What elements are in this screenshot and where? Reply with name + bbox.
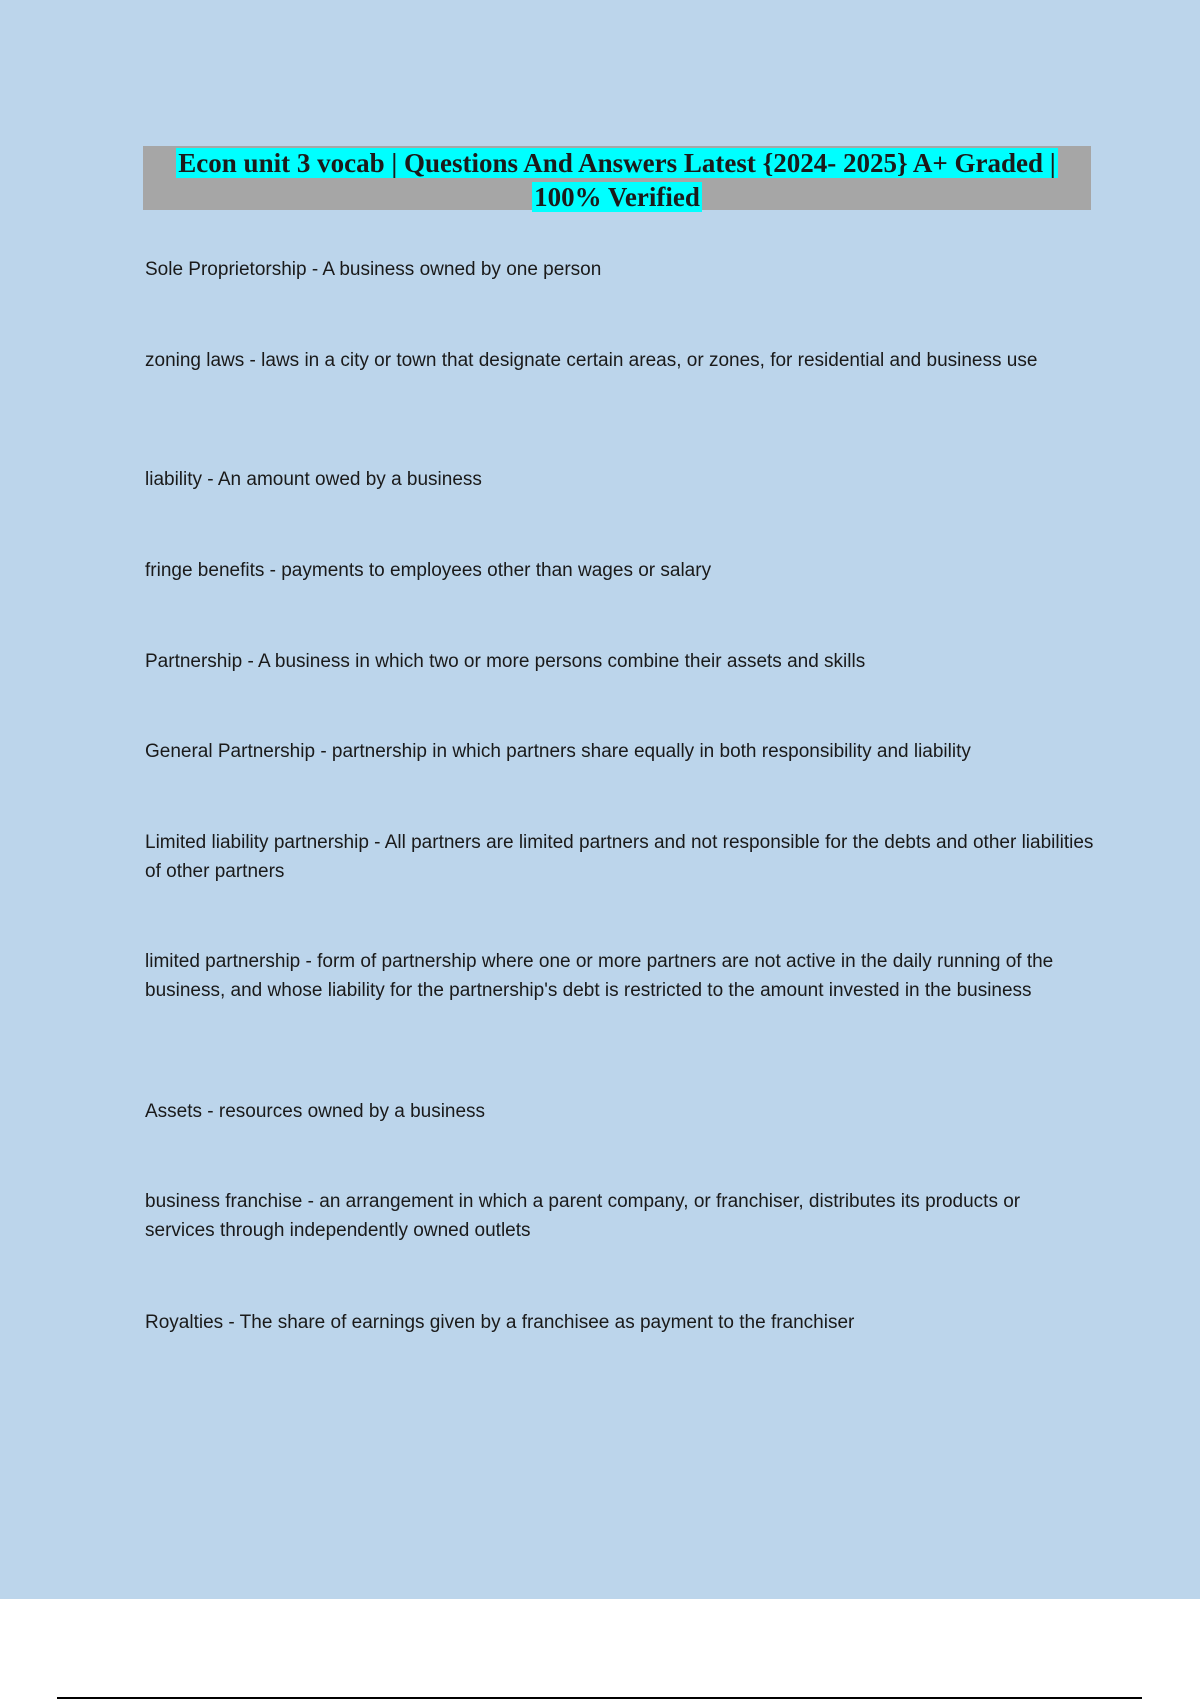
vocab-entry: Assets - resources owned by a business xyxy=(145,1101,486,1122)
vocab-entry: Partnership - A business in which two or more persons combine their assets and skills xyxy=(145,651,866,672)
vocab-entry: Royalties - The share of earnings given by a franchisee as payment to the franchiser xyxy=(145,1312,855,1333)
vocab-entry: General Partnership - partnership in which partners share equally in both responsibility and liability xyxy=(145,741,971,762)
document-title xyxy=(143,146,1091,210)
vocab-entry: business franchise - an arrangement in which a parent company, or franchiser, distributes its products or services through independently owned outlets xyxy=(145,1191,1021,1241)
footer-rule xyxy=(57,1697,1142,1699)
title-line-2: 100% Verified xyxy=(534,182,700,212)
title-line-1: Econ unit 3 vocab | Questions And Answers Latest {2024- 2025} A+ Graded | xyxy=(178,148,1056,178)
vocab-entry: Limited liability partnership - All partners are limited partners and not responsible for the debts and other liabilities of other partners xyxy=(145,832,1094,882)
vocab-entry: Sole Proprietorship - A business owned by one person xyxy=(145,259,602,280)
vocab-entry: liability - An amount owed by a business xyxy=(145,469,482,490)
vocab-entry: fringe benefits - payments to employees other than wages or salary xyxy=(145,560,712,581)
vocab-entry: zoning laws - laws in a city or town that designate certain areas, or zones, for residential and business use xyxy=(145,350,1038,371)
vocab-entry: limited partnership - form of partnership where one or more partners are not active in the daily running of the business, and whose liability for the partnership's debt is restricted to the amount invested in the business xyxy=(145,951,1054,1001)
